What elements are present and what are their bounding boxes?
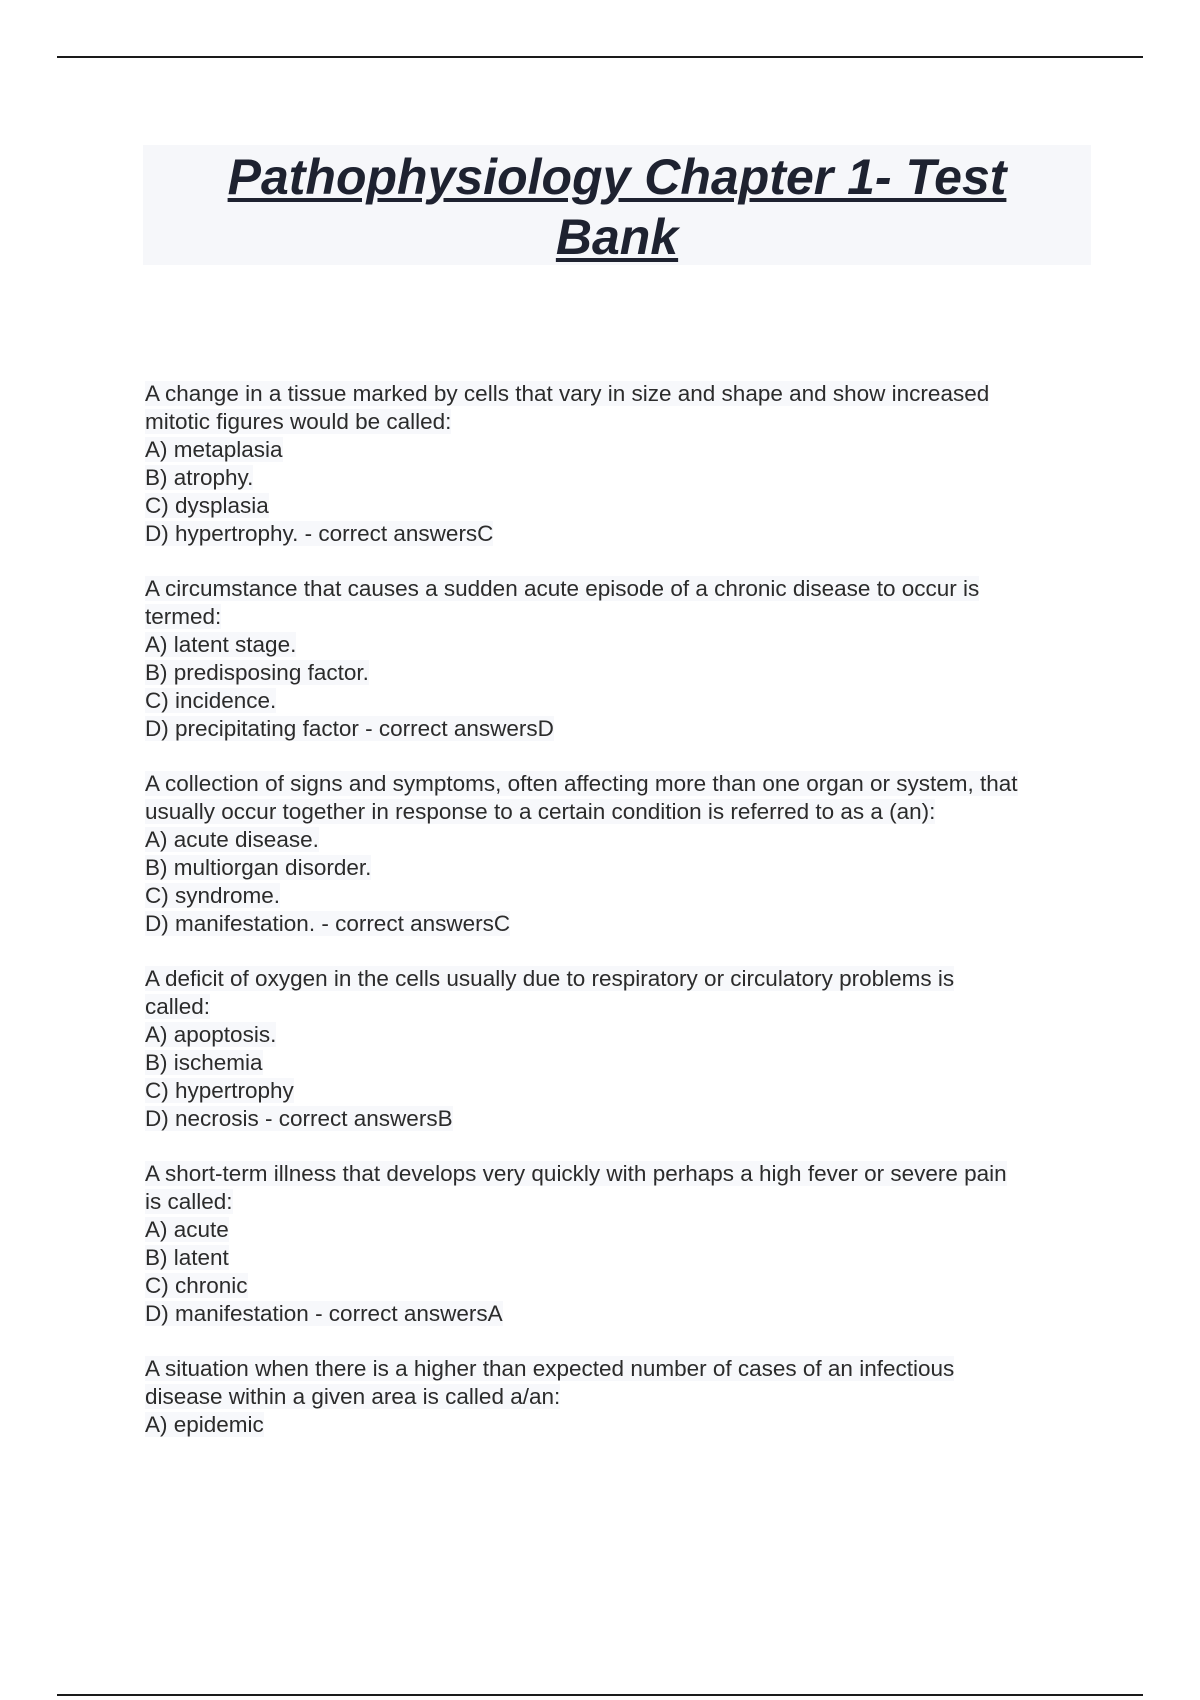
- question-stem-line: [145, 798, 1095, 826]
- answer-option-text: A) apoptosis.: [145, 1022, 277, 1047]
- answer-option: [145, 520, 1095, 548]
- question-stem-text: is called:: [145, 1189, 233, 1214]
- answer-option-text: A) latent stage.: [145, 632, 297, 657]
- answer-option: [145, 1272, 1095, 1300]
- answer-option-text: D) precipitating factor - correct answersD: [145, 716, 554, 741]
- answer-option-text: D) manifestation. - correct answersC: [145, 911, 511, 936]
- question-block: [145, 575, 1095, 743]
- answer-option-text: C) chronic: [145, 1273, 248, 1298]
- title-line-1: Pathophysiology Chapter 1- Test: [227, 149, 1007, 205]
- answer-option: [145, 882, 1095, 910]
- question-stem-text: A collection of signs and symptoms, often affecting more than one organ or system, that: [145, 771, 1018, 796]
- header-rule: [57, 56, 1143, 58]
- answer-option-text: C) dysplasia: [145, 493, 269, 518]
- footer-rule: [57, 1694, 1143, 1696]
- question-stem-line: [145, 380, 1095, 408]
- question-stem-line: [145, 965, 1095, 993]
- question-stem-line: [145, 993, 1095, 1021]
- answer-option-text: D) manifestation - correct answersA: [145, 1301, 503, 1326]
- answer-option: [145, 1021, 1095, 1049]
- question-stem-line: [145, 1188, 1095, 1216]
- answer-option: [145, 1049, 1095, 1077]
- answer-option: [145, 687, 1095, 715]
- page-title: [143, 147, 1091, 267]
- question-stem-line: [145, 770, 1095, 798]
- answer-option-text: C) hypertrophy: [145, 1078, 294, 1103]
- answer-option-text: B) ischemia: [145, 1050, 263, 1075]
- question-stem-text: A change in a tissue marked by cells that vary in size and shape and show increased: [145, 381, 990, 406]
- answer-option-text: D) hypertrophy. - correct answersC: [145, 521, 494, 546]
- answer-option: [145, 464, 1095, 492]
- answer-option-text: C) incidence.: [145, 688, 277, 713]
- answer-option-text: A) epidemic: [145, 1412, 264, 1437]
- answer-option: [145, 492, 1095, 520]
- answer-option: [145, 826, 1095, 854]
- answer-option: [145, 1300, 1095, 1328]
- answer-option: [145, 1244, 1095, 1272]
- question-block: [145, 380, 1095, 548]
- question-stem-text: called:: [145, 994, 211, 1019]
- question-stem-line: [145, 575, 1095, 603]
- question-block: [145, 770, 1095, 938]
- question-stem-line: [145, 1160, 1095, 1188]
- question-stem-text: disease within a given area is called a/an:: [145, 1384, 561, 1409]
- question-stem-text: A short-term illness that develops very quickly with perhaps a high fever or severe pain: [145, 1161, 1007, 1186]
- question-stem-line: [145, 603, 1095, 631]
- answer-option-text: A) acute disease.: [145, 827, 319, 852]
- title-block: [143, 145, 1091, 265]
- answer-option-text: B) predisposing factor.: [145, 660, 369, 685]
- answer-option-text: A) metaplasia: [145, 437, 283, 462]
- question-stem-text: A deficit of oxygen in the cells usually due to respiratory or circulatory problems is: [145, 966, 955, 991]
- answer-option-text: B) multiorgan disorder.: [145, 855, 372, 880]
- question-stem-line: [145, 1355, 1095, 1383]
- question-list: [145, 380, 1095, 1466]
- question-stem-line: [145, 408, 1095, 436]
- answer-option: [145, 1105, 1095, 1133]
- question-stem-text: usually occur together in response to a certain condition is referred to as a (an):: [145, 799, 936, 824]
- question-stem-line: [145, 1383, 1095, 1411]
- answer-option: [145, 910, 1095, 938]
- answer-option-text: B) atrophy.: [145, 465, 254, 490]
- question-stem-text: mitotic figures would be called:: [145, 409, 452, 434]
- answer-option: [145, 1077, 1095, 1105]
- question-stem-text: termed:: [145, 604, 222, 629]
- answer-option: [145, 659, 1095, 687]
- answer-option-text: B) latent: [145, 1245, 229, 1270]
- answer-option: [145, 715, 1095, 743]
- answer-option: [145, 436, 1095, 464]
- answer-option: [145, 631, 1095, 659]
- answer-option-text: D) necrosis - correct answersB: [145, 1106, 453, 1131]
- question-stem-text: A situation when there is a higher than expected number of cases of an infectious: [145, 1356, 955, 1381]
- question-block: [145, 1355, 1095, 1439]
- answer-option: [145, 1411, 1095, 1439]
- question-block: [145, 965, 1095, 1133]
- question-block: [145, 1160, 1095, 1328]
- answer-option-text: C) syndrome.: [145, 883, 281, 908]
- answer-option-text: A) acute: [145, 1217, 229, 1242]
- title-line-2: Bank: [555, 209, 679, 265]
- answer-option: [145, 854, 1095, 882]
- question-stem-text: A circumstance that causes a sudden acute episode of a chronic disease to occur is: [145, 576, 980, 601]
- answer-option: [145, 1216, 1095, 1244]
